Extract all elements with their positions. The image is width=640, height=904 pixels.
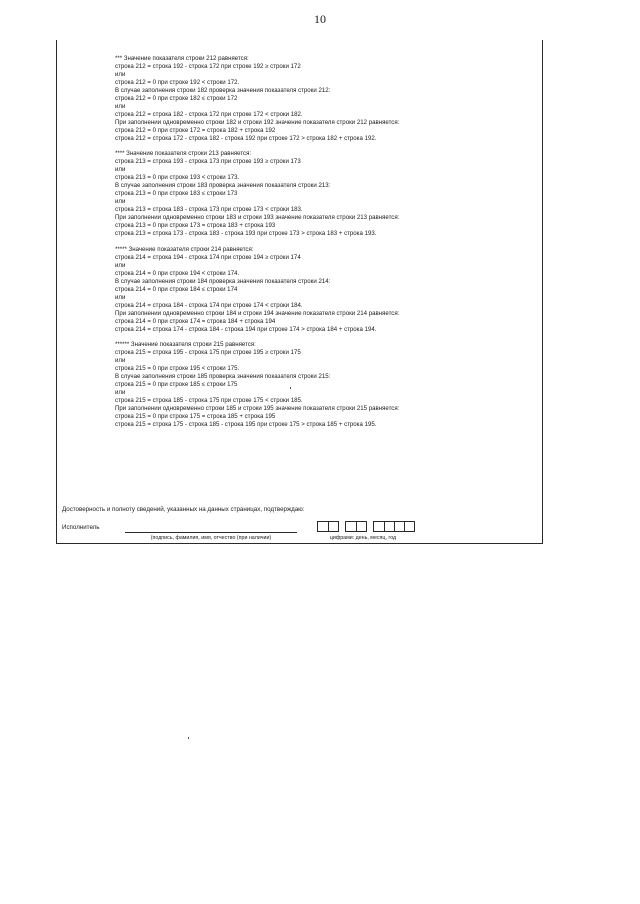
footnote-line: При заполнении одновременно строки 184 и строки 194 значение показателя строки 214 равняется: (115, 309, 400, 317)
date-digit-box[interactable] (374, 522, 384, 531)
footnote-line: строка 212 = 0 при строке 172 = строка 182 + строка 192 (115, 126, 276, 134)
footnote-line: В случае заполнения строки 183 проверка значения показателя строки 213: (115, 182, 331, 190)
certification-statement: Достоверность и полноту сведений, указанных на данных страницах, подтверждаю: (62, 506, 305, 513)
footnote-line: строка 212 = строка 172 - строка 182 - строка 192 при строке 172 > строка 182 + строка 192. (115, 134, 377, 142)
footnote-block (115, 55, 535, 142)
footnote-line: строка 215 = 0 при строке 175 = строка 185 + строка 195 (115, 413, 276, 421)
footnote-line: строка 213 = строка 173 - строка 183 - строка 193 при строке 173 > строка 183 + строка 193. (115, 230, 377, 238)
footnote-line: строка 214 = строка 194 - строка 174 при строке 194 ≥ строки 174 (115, 253, 301, 261)
date-box-group (373, 521, 415, 532)
scan-speck (290, 387, 291, 389)
date-box-group (345, 521, 367, 532)
footnote-line: *** Значение показателя строки 212 равняется: (115, 55, 249, 62)
footnotes (115, 55, 535, 429)
footnote-line: строка 214 = 0 при строке 194 < строки 174. (115, 269, 240, 277)
footnote-line: При заполнении одновременно строки 183 и строки 193 значение показателя строки 213 равняется: (115, 214, 400, 222)
footnote-line: или (115, 102, 126, 110)
footnote-line: строка 212 = строка 192 - строка 172 при строке 192 ≥ строки 172 (115, 62, 301, 70)
footnote-line: строка 215 = строка 185 - строка 175 при строке 175 < строки 185. (115, 397, 303, 405)
footnote-line: строка 215 = 0 при строке 185 ≤ строки 175 (115, 381, 238, 389)
footnote-line: В случае заполнения строки 182 проверка значения показателя строки 212: (115, 86, 331, 94)
footnote-line: При заполнении одновременно строки 182 и строки 192 значение показателя строки 212 равняется: (115, 118, 400, 126)
scan-speck (188, 737, 189, 739)
footnote-line: или (115, 357, 126, 365)
date-box-group (317, 521, 339, 532)
footnote-line: В случае заполнения строки 185 проверка значения показателя строки 215: (115, 373, 331, 381)
signature-line[interactable] (125, 532, 297, 533)
footnote-line: строка 214 = строка 174 - строка 184 - строка 194 при строке 174 > строка 184 + строка 194. (115, 325, 377, 333)
footnote-line: строка 213 = строка 183 - строка 173 при строке 173 < строки 183. (115, 206, 303, 214)
footnote-line: строка 213 = 0 при строке 173 = строка 183 + строка 193 (115, 222, 276, 230)
footnote-line: строка 212 = строка 182 - строка 172 при строке 172 < строки 182. (115, 110, 303, 118)
footnote-line: ****** Значение показателя строки 215 равняется: (115, 341, 256, 349)
footnote-line: строка 213 = 0 при строке 183 ≤ строки 173 (115, 190, 238, 198)
date-digit-box[interactable] (328, 522, 338, 531)
date-digit-box[interactable] (346, 522, 356, 531)
footnote-block (115, 341, 535, 428)
footnote-line: или (115, 293, 126, 301)
date-digit-box[interactable] (394, 522, 404, 531)
page-number: 10 (314, 12, 326, 26)
date-digit-box[interactable] (384, 522, 394, 531)
date-digit-box[interactable] (356, 522, 366, 531)
footnote-line: строка 212 = 0 при строке 192 < строки 172. (115, 78, 240, 86)
footnote-line: строка 213 = 0 при строке 193 < строки 173. (115, 174, 240, 182)
footnote-block (115, 150, 535, 237)
footnote-line: При заполнении одновременно строки 185 и строки 195 значение показателя строки 215 равняется: (115, 405, 400, 413)
footnote-line: строка 212 = 0 при строке 182 ≤ строки 172 (115, 94, 238, 102)
date-caption: цифрами: день, месяц, год (329, 535, 397, 541)
executor-label: Исполнитель (62, 524, 100, 531)
footnote-line: или (115, 198, 126, 206)
date-digit-box[interactable] (318, 522, 328, 531)
footnote-line: или (115, 166, 126, 174)
footnote-line: строка 214 = 0 при строке 174 = строка 184 + строка 194 (115, 317, 276, 325)
footnote-line: строка 215 = строка 175 - строка 185 - строка 195 при строке 175 > строка 185 + строка 195. (115, 420, 377, 428)
footnote-line: или (115, 261, 126, 269)
footnote-line: ***** Значение показателя строки 214 равняется: (115, 245, 254, 253)
footnote-line: или (115, 70, 126, 78)
footnote-line: строка 214 = 0 при строке 184 ≤ строки 174 (115, 285, 238, 293)
date-boxes (317, 521, 415, 532)
date-digit-box[interactable] (404, 522, 414, 531)
footnote-block (115, 246, 535, 333)
footnote-line: В случае заполнения строки 184 проверка значения показателя строки 214: (115, 277, 331, 285)
footnote-line: строка 215 = строка 195 - строка 175 при строке 195 ≥ строки 175 (115, 349, 301, 357)
footnote-line: строка 215 = 0 при строке 195 < строки 175. (115, 365, 240, 373)
footnote-line: или (115, 389, 126, 397)
signature-caption: (подпись, фамилия, имя, отчество (при наличии) (150, 535, 272, 541)
footnote-line: строка 213 = строка 193 - строка 173 при строке 193 ≥ строки 173 (115, 158, 301, 166)
footnote-line: строка 214 = строка 184 - строка 174 при строке 174 < строки 184. (115, 301, 303, 309)
footnote-line: **** Значение показателя строки 213 равняется: (115, 150, 252, 158)
